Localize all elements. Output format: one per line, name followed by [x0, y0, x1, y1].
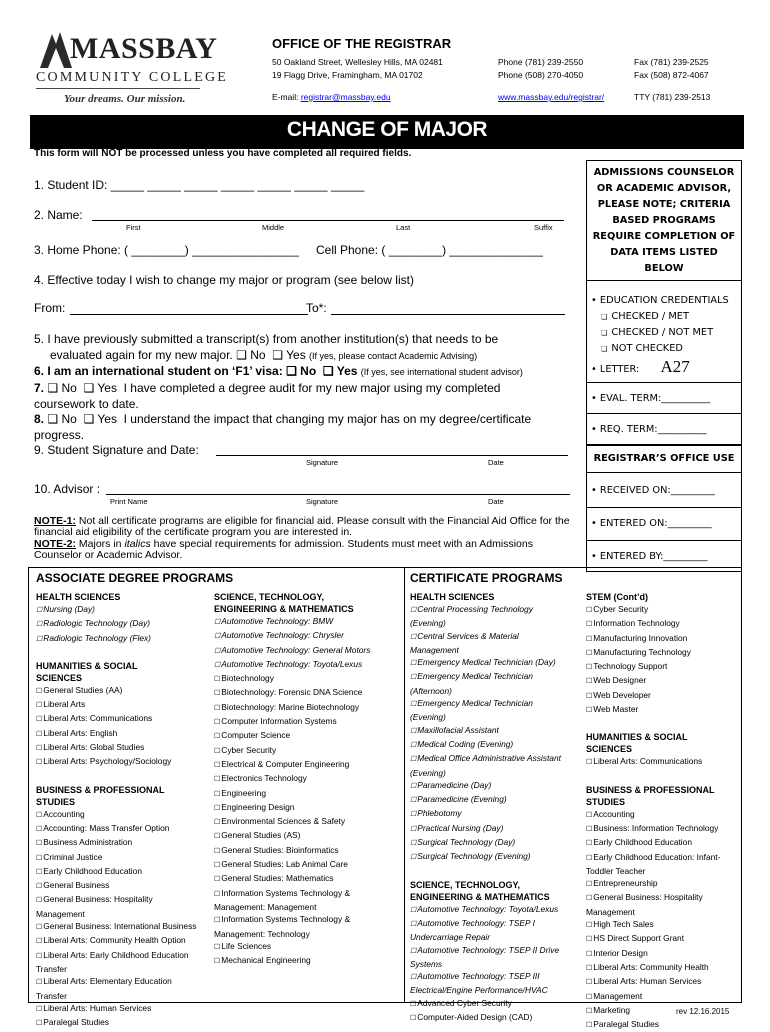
- q8-line: 8. ❑ No ❑ Yes I understand the impact that changing my major has on my degree/certificate: [34, 412, 532, 426]
- q5-line1: 5. I have previously submitted a transcript(s) from another institution(s) that needs to be: [34, 332, 499, 346]
- logo-subtitle: COMMUNITY COLLEGE: [36, 70, 229, 85]
- logo-wordmark: MASSBAY: [70, 32, 218, 65]
- q7-line2: coursework to date.: [34, 397, 139, 411]
- q6-yes-checkbox[interactable]: ❑: [322, 364, 334, 378]
- email-link[interactable]: registrar@massbay.edu: [300, 92, 391, 102]
- revision-date: rev 12.16.2015: [676, 1007, 730, 1016]
- from-field[interactable]: [70, 314, 308, 315]
- logo-rule: [36, 88, 200, 89]
- cert-col-2: STEM (Cont’d) ☐Cyber Security ☐Information Technology ☐Manufacturing Innovation ☐Manufacturing Technology ☐Technology Support ☐Web Designer ☐Web Developer ☐Web Master HUMANITIES & SOCIAL SCIENCES ☐Liberal Arts: Communications BUSINESS & PROFESSIONAL STUDIES ☐Accounting ☐Business: Information Technology ☐Early Childhood Education ☐Early Childhood Education: Infant- Toddler Teacher ☐Entrepreneurship ☐General Business: Hospitality Management ☐High Tech Sales ☐HS Direct Support Grant ☐Interior Design ☐Liberal Arts: Community Health ☐Liberal Arts: Human Services ☐Management ☐Marketing ☐Paralegal Studies: [586, 592, 721, 1030]
- checkbox-icon[interactable]: ❑: [601, 313, 608, 321]
- q9-label: 9. Student Signature and Date:: [34, 443, 199, 457]
- to-field[interactable]: [331, 314, 565, 315]
- student-id-field[interactable]: 1. Student ID: _____ _____ _____ _____ _____ _____ _____: [34, 178, 365, 192]
- entered-on[interactable]: ENTERED ON:_________: [599, 518, 712, 529]
- advisor-date-label: Date: [488, 497, 504, 506]
- q5-no-checkbox[interactable]: ❑: [236, 348, 247, 362]
- signature-field[interactable]: [216, 455, 568, 456]
- q4-text: 4. Effective today I wish to change my major or program (see below list): [34, 273, 414, 287]
- q5-line2: evaluated again for my new major. ❑ No ❑ Yes (If yes, please contact Academic Advising): [50, 348, 478, 362]
- suffix-label: Suffix: [534, 223, 553, 232]
- warning-text: This form will NOT be processed unless you have completed all required fields.: [34, 148, 412, 159]
- last-label: Last: [396, 223, 411, 232]
- office-title: OFFICE OF THE REGISTRAR: [272, 36, 452, 51]
- received-on[interactable]: RECEIVED ON:_________: [599, 485, 715, 496]
- note-1: NOTE-1: Not all certificate programs are eligible for financial aid. Please consult with the Financial Aid Office for the financial aid eligibility of the certificate program you are interested in.: [34, 515, 570, 538]
- first-label: First: [126, 223, 141, 232]
- cert-col-1: HEALTH SCIENCES ☐Central Processing Technology (Evening) ☐Central Services & Material Management ☐Emergency Medical Technician (Day) ☐Emergency Medical Technician (Afternoon) ☐Emergency Medical Technician (Evening) ☐Maxillofacial Assistant ☐Medical Coding (Evening) ☐Medical Office Administrative Assistant (Evening) ☐Paramedicine (Day) ☐Paramedicine (Evening) ☐Phlebotomy ☐Practical Nursing (Day) ☐Surgical Technology (Day) ☐Surgical Technology (Evening) SCIENCE, TECHNOLOGY, ENGINEERING & MATHEMATICS ☐Automotive Technology: Toyota/Lexus ☐Automotive Technology: TSEP I Undercarriage Repair ☐Automotive Technology: TSEP II Drive Systems ☐Automotive Technology: TSEP III Electrical/Engine Performance/HVAC ☐Advanced Cyber Security ☐Computer-Aided Design (CAD): [410, 592, 561, 1023]
- phone-block: Phone (781) 239-2550 Phone (508) 270-4050: [498, 57, 584, 80]
- advisor-side-panel: ADMISSIONS COUNSELOR OR ACADEMIC ADVISOR, PLEASE NOTE; CRITERIA BASED PROGRAMS REQUIRE COMPLETION OF DATA ITEMS LISTED BELOW • EDUCATION CREDENTIALS ❑ CHECKED / MET ❑ CHECKED / NOT MET ❑ NOT CHECKED • LETTER: A27 • EVAL. TERM:__________ • REQ. TERM:__________ REGISTRAR’S OFFICE USE • RECEIVED ON:_________ • ENTERED ON:_________ • ENTERED BY:_________: [586, 160, 742, 572]
- q7-line: 7. ❑ No ❑ Yes I have completed a degree audit for my new major using my completed: [34, 381, 501, 395]
- form-title: CHANGE OF MAJOR: [286, 118, 488, 141]
- tty-line: TTY (781) 239-2513: [634, 92, 711, 102]
- assoc-col-2: SCIENCE, TECHNOLOGY, ENGINEERING & MATHEMATICS ☐Automotive Technology: BMW ☐Automotive Technology: Chrysler ☐Automotive Technology: General Motors ☐Automotive Technology: Toyota/Lexus ☐Biotechnology ☐Biotechnology: Forensic DNA Science ☐Biotechnology: Marine Biotechnology ☐Computer Information Systems ☐Computer Science ☐Cyber Security ☐Electrical & Computer Engineering ☐Electronics Technology ☐Engineering ☐Engineering Design ☐Environmental Sciences & Safety ☐General Studies (AS) ☐General Studies: Bioinformatics ☐General Studies: Lab Animal Care ☐General Studies: Mathematics ☐Information Systems Technology & Management: Management ☐Information Systems Technology & Management: Technology ☐Life Sciences ☐Mechanical Engineering: [214, 592, 371, 966]
- name-field[interactable]: [92, 220, 564, 221]
- checkbox-icon[interactable]: ❑: [601, 329, 608, 337]
- print-name-label: Print Name: [110, 497, 148, 506]
- assoc-col-1: HEALTH SCIENCES ☐Nursing (Day) ☐Radiologic Technology (Day) ☐Radiologic Technology (Flex) HUMANITIES & SOCIAL SCIENCES ☐General Studies (AA) ☐Liberal Arts ☐Liberal Arts: Communications ☐Liberal Arts: English ☐Liberal Arts: Global Studies ☐Liberal Arts: Psychology/Sociology BUSINESS & PROFESSIONAL STUDIES ☐Accounting ☐Accounting: Mass Transfer Option ☐Business Administration ☐Criminal Justice ☐Early Childhood Education ☐General Business ☐General Business: Hospitality Management ☐General Business: International Business ☐Liberal Arts: Community Health Option ☐Liberal Arts: Early Childhood Education Transfer ☐Liberal Arts: Elementary Education Transfer ☐Liberal Arts: Human Services ☐Paralegal Studies: [36, 592, 197, 1028]
- assoc-title: ASSOCIATE DEGREE PROGRAMS: [36, 571, 234, 585]
- email-line: E-mail: registrar@massbay.edu: [272, 92, 391, 102]
- grid-divider: [404, 567, 405, 1003]
- edu-credentials-label: EDUCATION CREDENTIALS: [599, 295, 729, 306]
- advisor-signature-label: Signature: [306, 497, 339, 506]
- q10-label: 10. Advisor :: [34, 482, 101, 496]
- q8-no-checkbox[interactable]: ❑: [47, 412, 59, 426]
- website-link[interactable]: www.massbay.edu/registrar/: [498, 92, 605, 102]
- checkbox-icon[interactable]: ❑: [601, 345, 608, 353]
- q8-yes-checkbox[interactable]: ❑: [83, 412, 95, 426]
- entered-by[interactable]: ENTERED BY:_________: [599, 551, 708, 562]
- cert-title: CERTIFICATE PROGRAMS: [410, 571, 563, 585]
- logo-tagline: Your dreams. Our mission.: [64, 93, 186, 105]
- fax-block: Fax (781) 239-2525 Fax (508) 872-4067: [634, 57, 709, 80]
- date-label: Date: [488, 458, 504, 467]
- middle-label: Middle: [262, 223, 285, 232]
- cell-phone-field[interactable]: Cell Phone: ( ________) ______________: [316, 243, 543, 257]
- registrar-use-label: REGISTRAR’S OFFICE USE: [587, 446, 741, 473]
- eval-term[interactable]: EVAL. TERM:__________: [599, 393, 711, 404]
- side-header: ADMISSIONS COUNSELOR OR ACADEMIC ADVISOR, PLEASE NOTE; CRITERIA BASED PROGRAMS REQUIRE COMPLETION OF DATA ITEMS LISTED BELOW: [587, 161, 741, 281]
- q7-no-checkbox[interactable]: ❑: [47, 381, 59, 395]
- name-label: 2. Name:: [34, 208, 83, 222]
- signature-label: Signature: [306, 458, 339, 467]
- q6-no-checkbox[interactable]: ❑: [286, 364, 297, 378]
- massbay-logo-icon: [38, 30, 74, 68]
- q6-line: 6. I am an international student on ‘F1’ visa: ❑ No ❑ Yes (If yes, see international student advisor): [34, 364, 523, 378]
- from-label: From:: [34, 301, 66, 315]
- q7-yes-checkbox[interactable]: ❑: [83, 381, 95, 395]
- q8-line2: progress.: [34, 428, 85, 442]
- address-block: 50 Oakland Street, Wellesley Hills, MA 02481 19 Flagg Drive, Framingham, MA 01702: [272, 57, 443, 80]
- q5-yes-checkbox[interactable]: ❑: [272, 348, 283, 362]
- advisor-field[interactable]: [106, 494, 570, 495]
- home-phone-field[interactable]: 3. Home Phone: ( ________) ________________: [34, 243, 299, 257]
- note-2: NOTE-2: Majors in italics have special requirements for admission. Students must meet with an Admissions Counselor or Academic Advisor.: [34, 538, 533, 561]
- req-term[interactable]: REQ. TERM:__________: [599, 424, 707, 435]
- letter-value: A27: [660, 357, 690, 376]
- to-label: To*:: [306, 301, 327, 315]
